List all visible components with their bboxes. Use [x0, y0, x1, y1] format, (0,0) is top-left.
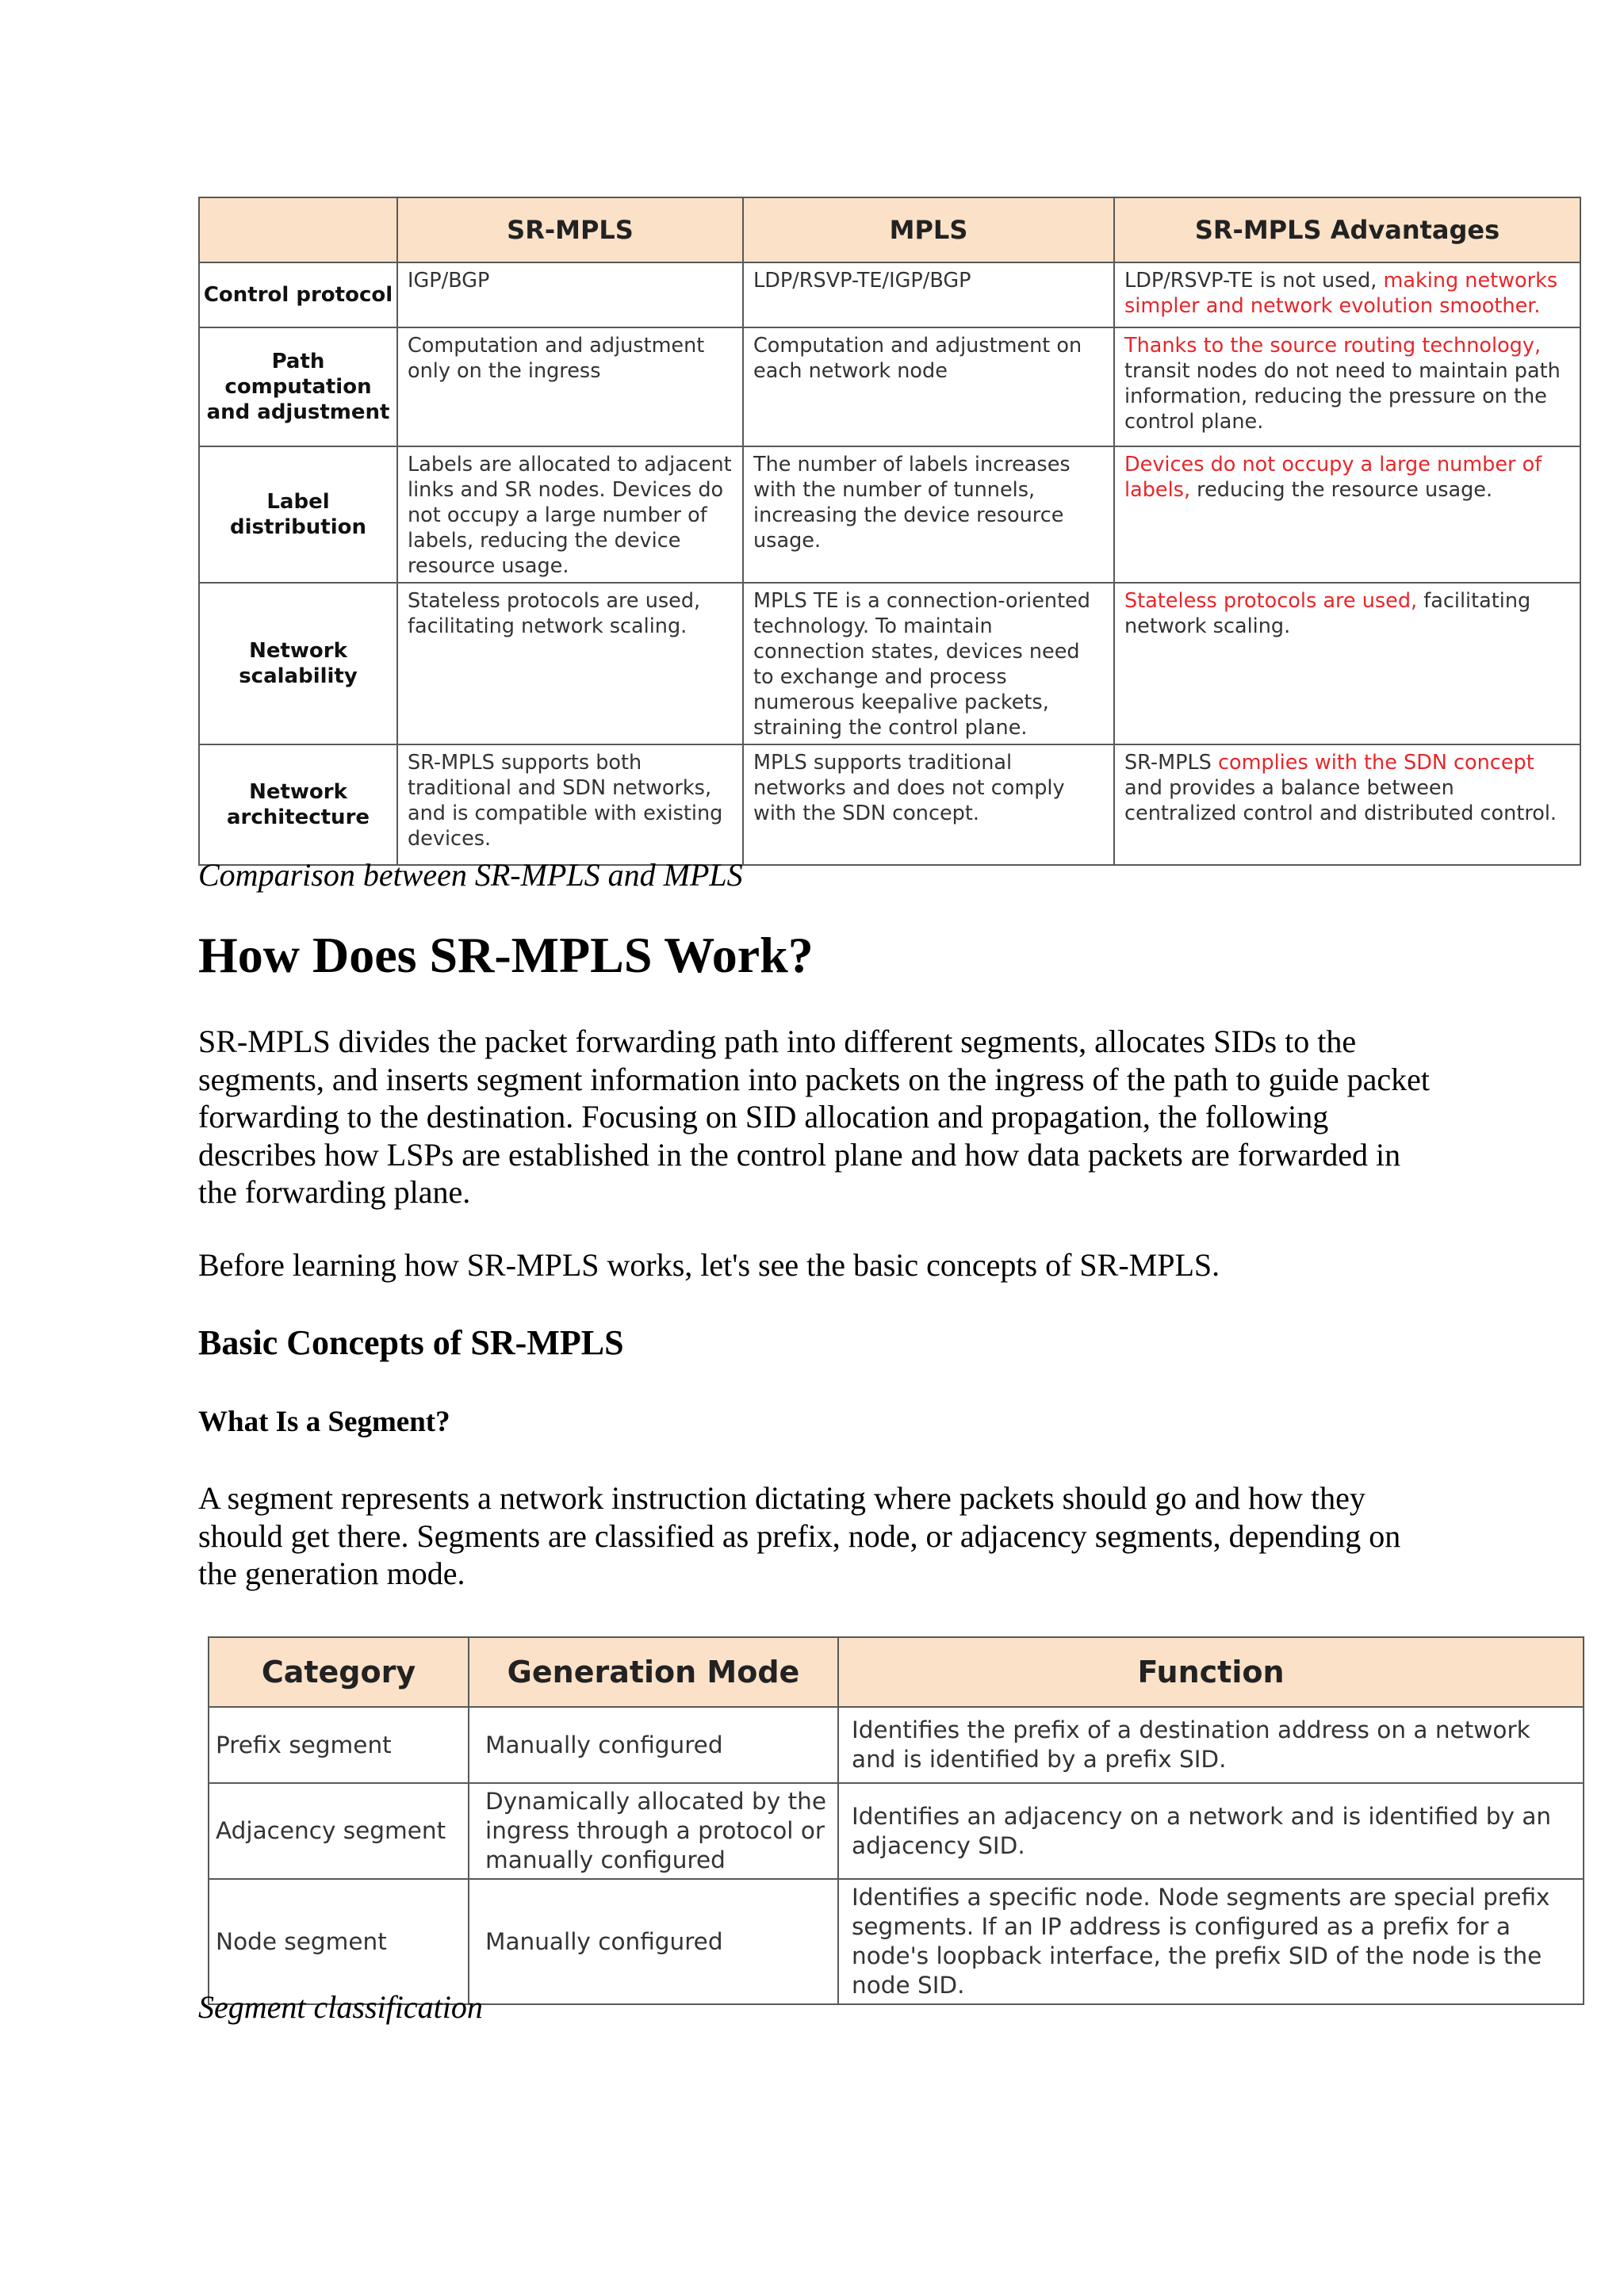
advantage-highlight: Devices do not occupy a large number of labels,	[1124, 453, 1542, 502]
srmpls-cell: IGP/BGP	[397, 262, 743, 327]
advantage-cell	[1114, 327, 1580, 446]
comparison-header-mpls: MPLS	[743, 197, 1114, 262]
advantage-tail: and provides a balance between centralized control and distributed control.	[1124, 776, 1557, 825]
table-row	[199, 262, 1580, 327]
srmpls-cell: Labels are allocated to adjacent links and SR nodes. Devices do not occupy a large number of labels, reducing the device resource usage.	[397, 446, 743, 583]
srmpls-cell: SR-MPLS supports both traditional and SDN networks, and is compatible with existing devices.	[397, 744, 743, 865]
segment-paragraph: A segment represents a network instruction dictating where packets should go and how they should get there. Segments are classified as prefix, node, or adjacency segments, depending on the generation mode.	[198, 1480, 1401, 1591]
row-label: Control protocol	[199, 262, 397, 327]
function-cell: Identifies an adjacency on a network and is identified by an adjacency SID.	[838, 1783, 1584, 1879]
srmpls-cell: Stateless protocols are used, facilitating network scaling.	[397, 583, 743, 744]
comparison-table	[198, 197, 1581, 866]
row-label: Label distribution	[199, 446, 397, 583]
mpls-cell: MPLS TE is a connection-oriented technology. To maintain connection states, devices need to exchange and process numerous keepalive packets, straining the control plane.	[743, 583, 1114, 744]
category-cell: Node segment	[209, 1879, 469, 2004]
advantage-cell	[1114, 583, 1580, 744]
segment-header-function: Function	[838, 1637, 1584, 1707]
comparison-table-caption: Comparison between SR-MPLS and MPLS	[198, 857, 743, 893]
advantage-text: LDP/RSVP-TE is not used,	[1124, 269, 1384, 293]
row-label: Network architecture	[199, 744, 397, 865]
segment-header-mode: Generation Mode	[469, 1637, 838, 1707]
function-cell: Identifies a specific node. Node segments are special prefix segments. If an IP address is configured as a prefix for a node's loopback interface, the prefix SID of the node is the node SID.	[838, 1879, 1584, 2004]
srmpls-cell: Computation and adjustment only on the ingress	[397, 327, 743, 446]
section-heading: Basic Concepts of SR-MPLS	[198, 1323, 624, 1362]
table-row	[199, 744, 1580, 865]
advantage-highlight: Thanks to the source routing technology,	[1124, 334, 1542, 358]
page-title: How Does SR-MPLS Work?	[198, 927, 814, 983]
advantage-highlight: Stateless protocols are used,	[1124, 589, 1418, 613]
mode-cell: Manually configured	[469, 1879, 838, 2004]
function-cell: Identifies the prefix of a destination address on a network and is identified by a prefix SID.	[838, 1707, 1584, 1783]
advantage-cell	[1114, 744, 1580, 865]
advantage-highlight: complies with the SDN concept	[1217, 751, 1534, 775]
intro-paragraph: SR-MPLS divides the packet forwarding path into different segments, allocates SIDs to the segments, and inserts segment information into packets on the ingress of the path to guide packet forwarding to the destination. Focusing on SID allocation and propagation, the following describes how LSPs are established in the control plane and how data packets are forwarded in the forwarding plane.	[198, 1024, 1430, 1210]
row-label: Network scalability	[199, 583, 397, 744]
segment-table	[208, 1636, 1584, 2005]
segment-table-header-row	[209, 1637, 1584, 1707]
mode-cell: Dynamically allocated by the ingress through a protocol or manually configured	[469, 1783, 838, 1879]
subsection-heading: What Is a Segment?	[198, 1406, 450, 1438]
segment-header-category: Category	[209, 1637, 469, 1707]
mpls-cell: MPLS supports traditional networks and does not comply with the SDN concept.	[743, 744, 1114, 865]
mpls-cell: LDP/RSVP-TE/IGP/BGP	[743, 262, 1114, 327]
table-row	[199, 583, 1580, 744]
table-row	[209, 1783, 1584, 1879]
table-row	[209, 1879, 1584, 2004]
table-row	[199, 446, 1580, 583]
advantage-highlight: making networks simpler and network evolution smoother.	[1124, 269, 1558, 318]
advantage-text: SR-MPLS	[1124, 751, 1218, 775]
advantage-tail: transit nodes do not need to maintain path information, reducing the pressure on the control plane.	[1124, 359, 1561, 434]
advantage-tail: facilitating network scaling.	[1124, 589, 1531, 638]
advantage-cell	[1114, 262, 1580, 327]
table-row	[209, 1707, 1584, 1783]
comparison-header-corner	[199, 197, 397, 262]
lead-in-paragraph: Before learning how SR-MPLS works, let's see the basic concepts of SR-MPLS.	[198, 1247, 1220, 1283]
advantage-tail: reducing the resource usage.	[1190, 478, 1493, 502]
mpls-cell: Computation and adjustment on each network node	[743, 327, 1114, 446]
category-cell: Adjacency segment	[209, 1783, 469, 1879]
row-label: Path computation and adjustment	[199, 327, 397, 446]
table-row	[199, 327, 1580, 446]
segment-table-caption: Segment classification	[198, 1989, 483, 2025]
comparison-table-header-row	[199, 197, 1580, 262]
comparison-header-advantages: SR-MPLS Advantages	[1114, 197, 1580, 262]
advantage-cell	[1114, 446, 1580, 583]
category-cell: Prefix segment	[209, 1707, 469, 1783]
mpls-cell: The number of labels increases with the number of tunnels, increasing the device resource usage.	[743, 446, 1114, 583]
comparison-header-srmpls: SR-MPLS	[397, 197, 743, 262]
mode-cell: Manually configured	[469, 1707, 838, 1783]
